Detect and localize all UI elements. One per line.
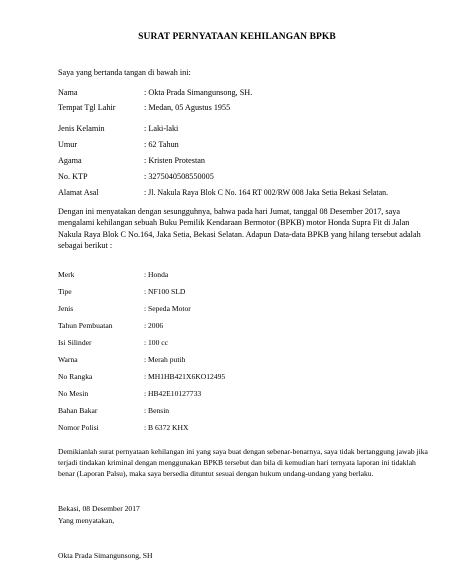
personal-value-religion: : Kristen Protestan <box>144 156 205 165</box>
vehicle-value-rangka: : MH1HB421X6KO12495 <box>144 372 226 381</box>
personal-label-nama: Nama <box>58 88 78 97</box>
vehicle-value-jenis: : Sepeda Motor <box>144 304 191 313</box>
document-title: SURAT PERNYATAAN KEHILANGAN BPKB <box>138 32 336 42</box>
personal-value-age: : 62 Tahun <box>144 140 179 149</box>
vehicle-value-tipe: : NF100 SLD <box>144 287 186 296</box>
personal-label-gender: Jenis Kelamin <box>58 124 105 133</box>
vehicle-value-silinder: : 100 cc <box>144 338 169 347</box>
personal-value-nama: : Okta Prada Simangunsong, SH. <box>144 88 253 97</box>
signatory-name: Okta Prada Simangunsong, SH <box>58 551 153 560</box>
personal-value-ttl: : Medan, 05 Agustus 1955 <box>144 103 231 112</box>
statement-paragraph: Dengan ini menyatakan dengan sesungguhnya, bahwa pada hari Jumat, tanggal 08 Desember 2017, saya mengalami kehilangan sebuah Buku Pemilik Kendaraan Bermotor (BPKB) motor Honda Supra Fit di Jalan Nakula Raya Blok C No.164, Jaka Setia, Bekasi Selatan. Adapun Data-data BPKB yang hilang tersebut adalah sebagai berikut : <box>58 207 421 250</box>
vehicle-label-silinder: Isi Silinder <box>58 338 92 347</box>
vehicle-label-jenis: Jenis <box>58 304 74 313</box>
vehicle-value-warna: : Merah putih <box>144 355 186 364</box>
personal-value-gender: : Laki-laki <box>144 124 179 133</box>
vehicle-label-merk: Merk <box>58 270 75 279</box>
closing-paragraph: Demikianlah surat pernyataan kehilangan ini yang saya buat dengan sebenar-benarnya, saya tidak bertanggung jawab jika terjadi tindakan kriminal dengan menggunakan BPKB tersebut dan bila di kemudian hari ternyata laporan ini tidaklah benar (Laporan Palsu), maka saya bersedia dituntut sesuai dengan hukum undang-undang yang berlaku. <box>58 447 428 479</box>
vehicle-label-bahan-bakar: Bahan Bakar <box>58 406 98 415</box>
vehicle-label-tipe: Tipe <box>58 287 72 296</box>
vehicle-label-warna: Warna <box>58 355 78 364</box>
vehicle-value-nopol: : B 6372 KHX <box>144 423 189 432</box>
vehicle-value-mesin: : HB42E10127733 <box>144 389 202 398</box>
vehicle-label-nopol: Nomor Polisi <box>58 423 99 432</box>
personal-value-address: : Jl. Nakula Raya Blok C No. 164 RT 002/RW 008 Jaka Setia Bekasi Selatan. <box>144 188 389 197</box>
closing-salutation: Yang menyatakan, <box>58 516 115 525</box>
personal-label-ktp: No. KTP <box>58 172 88 181</box>
place-date: Bekasi, 08 Desember 2017 <box>58 504 140 513</box>
vehicle-value-tahun: : 2006 <box>144 321 164 330</box>
personal-label-religion: Agama <box>58 156 82 165</box>
vehicle-label-rangka: No Rangka <box>58 372 93 381</box>
vehicle-value-bahan-bakar: : Bensin <box>144 406 170 415</box>
vehicle-label-mesin: No Mesin <box>58 389 89 398</box>
personal-label-address: Alamat Asal <box>58 188 99 197</box>
personal-value-ktp: : 3275040508550005 <box>144 172 214 181</box>
vehicle-label-tahun: Tahun Pembuatan <box>58 321 113 330</box>
personal-label-age: Umur <box>58 140 78 149</box>
personal-label-ttl: Tempat Tgl Lahir <box>58 103 116 112</box>
vehicle-value-merk: : Honda <box>144 270 169 279</box>
intro-text: Saya yang bertanda tangan di bawah ini: <box>58 68 191 77</box>
